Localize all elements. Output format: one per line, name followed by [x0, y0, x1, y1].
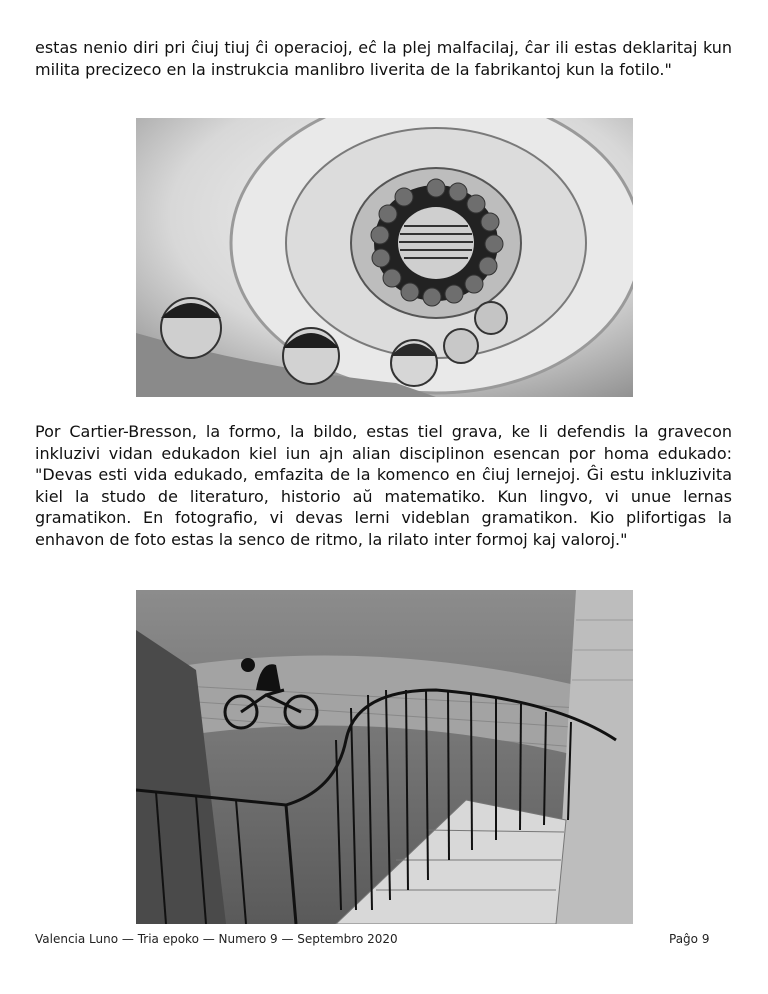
footer-page-number: Paĝo 9 [669, 932, 710, 946]
paragraph-2: Por Cartier-Bresson, la formo, la bildo, estas tiel grava, ke li defendis la gravecon inkluzivi vidan edukadon kiel iun ajn alian disciplinon esencan por homa edukado: "Devas esti vida edukado, emfazita de la komenco en ĉiuj lernejoj. Ĝi estu inkluzivita kiel la studo de literaturo, historio aŭ matematiko. Kun lingvo, vi unue lernas gramatikon. En fotografio, vi devas lerni videblan gramatikon. Kio plifortigas la enhavon de foto estas la senco de ritmo, la rilato inter formoj kaj valoroj." [35, 422, 732, 549]
footer-publication-info: Valencia Luno — Tria epoko — Numero 9 — Septembro 2020 [35, 932, 398, 946]
photo-spiral-staircase-children-image [136, 118, 633, 397]
paragraph-1: estas nenio diri pri ĉiuj tiuj ĉi operacioj, eĉ la plej malfacilaj, ĉar ili estas deklaritaj kun milita precizeco en la instrukcia manlibro liverita de la fabrikantoj kun la fotilo." [35, 38, 732, 79]
photo-cyclist-spiral-stairs-image [136, 590, 633, 924]
photo-spiral-staircase-children [136, 118, 633, 397]
photo-cyclist-spiral-stairs [136, 590, 633, 924]
